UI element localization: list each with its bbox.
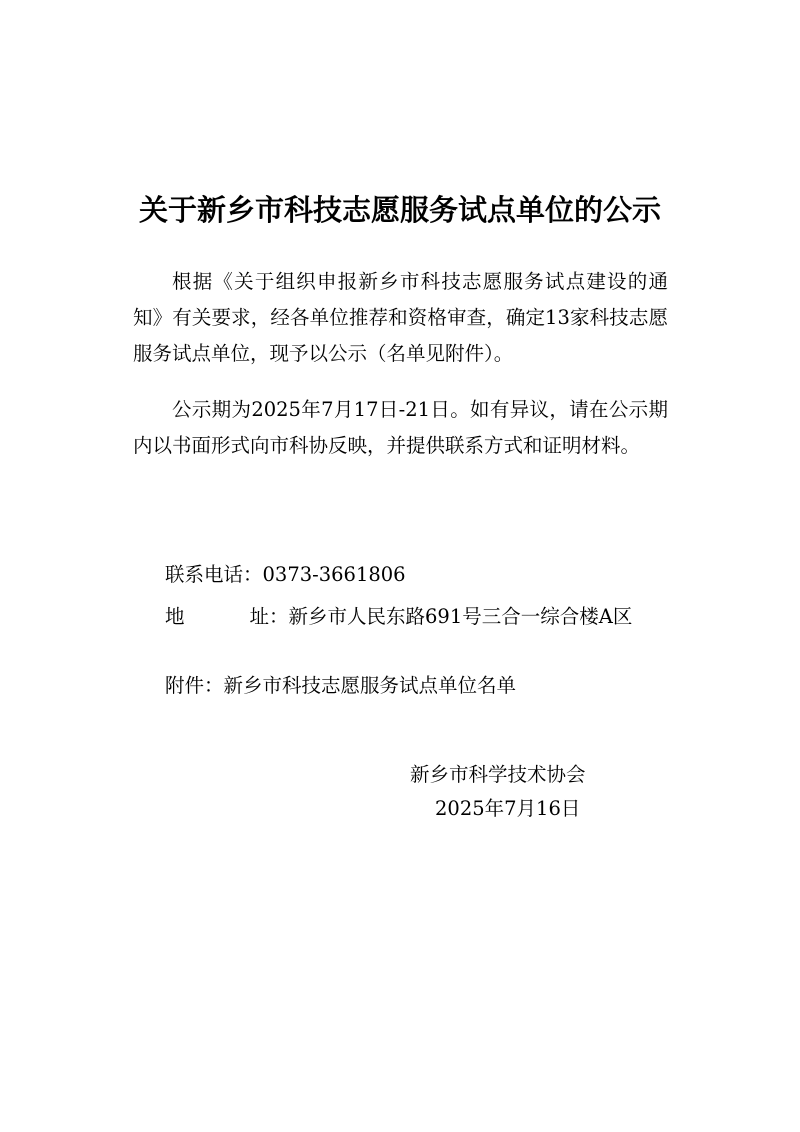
signature-date: 2025年7月16日 [435,797,581,820]
contact-address-line [165,601,632,633]
address-label: 地 址 [165,605,269,628]
attachment-value: 新乡市科技志愿服务试点单位名单 [223,674,517,697]
signature-block [380,758,630,826]
attachment-label: 附件： [165,674,224,697]
address-colon: ： [269,605,289,628]
attachment-line [165,670,516,702]
address-value: 新乡市人民东路691号三合一综合楼A区 [288,605,633,628]
contact-phone-line [165,559,406,591]
document-title: 关于新乡市科技志愿服务试点单位的公示 [138,193,661,227]
signature-organization: 新乡市科学技术协会 [410,763,586,786]
phone-label: 联系电话： [165,563,263,586]
phone-value: 0373-3661806 [262,563,406,586]
body-paragraph-2: 公示期为2025年7月17日-21日。如有异议，请在公示期内以书面形式向市科协反映，并提供联系方式和证明材料。 [133,398,668,457]
body-paragraph-1: 根据《关于组织申报新乡市科技志愿服务试点建设的通知》有关要求，经各单位推荐和资格审查，确定13家科技志愿服务试点单位，现予以公示（名单见附件）。 [133,270,668,365]
